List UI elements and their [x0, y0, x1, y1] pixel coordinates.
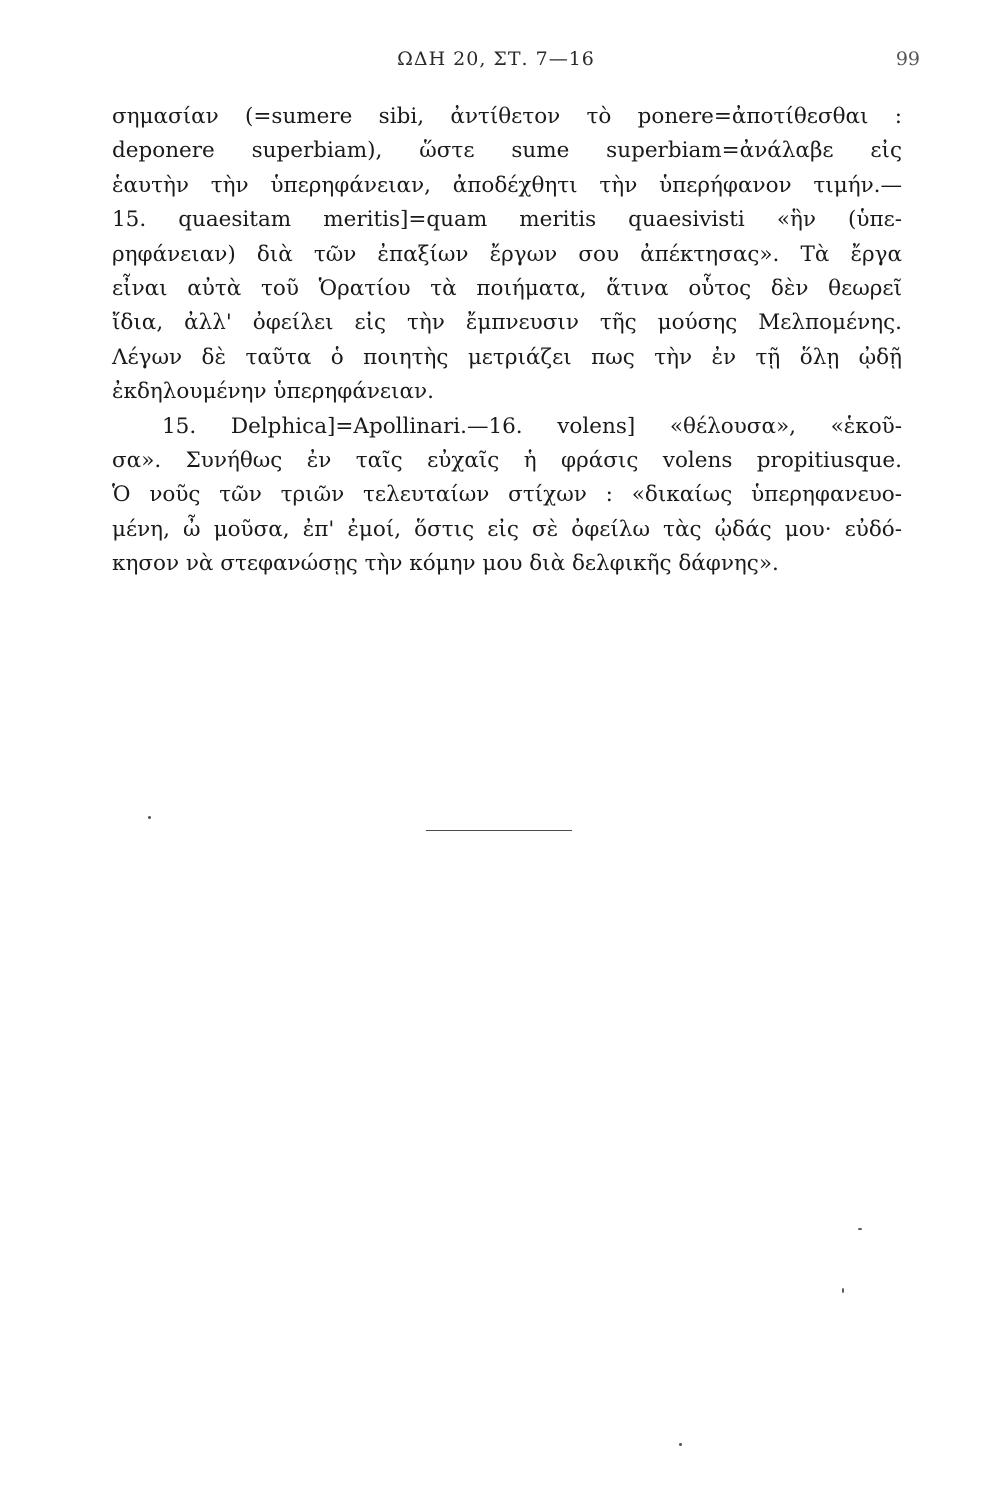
page-number: 99 [895, 48, 920, 70]
paragraph-1 [112, 100, 902, 410]
text-line: σημασίαν (=sumere sibi, ἀντίθετον τὸ ponere=ἀποτίθεσθαι : [112, 104, 902, 129]
text-line: μένη, ὦ μοῦσα, ἐπ' ἐμοί, ὅστις εἰς σὲ ὀφείλω τὰς ᾠδάς μου· εὐδό- [112, 516, 902, 542]
text-line: deponere superbiam), ὥστε sume superbiam=ἀνάλαβε εἰς [112, 138, 902, 164]
text-line: ἴδια, ἀλλ' ὀφείλει εἰς τὴν ἔμπνευσιν τῆς μούσης Μελπομένης. [112, 310, 902, 336]
text-line: 15. Delphica]=Apollinari.—16. volens] «θέλουσα», «ἑκοῦ- [162, 413, 902, 439]
text-line: ἑαυτὴν τὴν ὑπερηφάνειαν, ἀποδέχθητι τὴν ὑπερήφανον τιμήν.— [112, 172, 902, 198]
running-head [0, 48, 992, 78]
text-line: 15. quaesitam meritis]=quam meritis quaesivisti «ἣν (ὑπε- [112, 207, 902, 233]
section-end-rule [426, 830, 572, 831]
text-line: σα». Συνήθως ἐν ταῖς εὐχαῖς ἡ φράσις volens propitiusque. [112, 447, 902, 473]
text-line: Ὁ νοῦς τῶν τριῶν τελευταίων στίχων : «δικαίως ὑπερηφανευο- [112, 482, 902, 508]
running-title: ΩΔΗ 20, ΣΤ. 7—16 [397, 48, 595, 70]
print-speck [148, 816, 151, 819]
text-line: κησον νὰ στεφανώσῃς τὴν κόμην μου διὰ δελφικῆς δάφνης». [112, 551, 779, 577]
text-line: εἶναι αὐτὰ τοῦ Ὁρατίου τὰ ποιήματα, ἅτινα οὗτος δὲν θεωρεῖ [112, 275, 902, 301]
commentary-body [112, 100, 902, 581]
print-speck [842, 1288, 844, 1293]
text-line: ἐκδηλουμένην ὑπερηφάνειαν. [112, 379, 434, 405]
text-line: ρηφάνειαν) διὰ τῶν ἐπαξίων ἔργων σου ἀπέκτησας». Τὰ ἔργα [112, 241, 902, 267]
print-speck [858, 1228, 862, 1230]
paragraph-2 [112, 410, 902, 582]
print-speck [679, 1443, 682, 1446]
text-line: Λέγων δὲ ταῦτα ὁ ποιητὴς μετριάζει πως τὴν ἐν τῇ ὅλῃ ᾠδῇ [112, 344, 902, 370]
